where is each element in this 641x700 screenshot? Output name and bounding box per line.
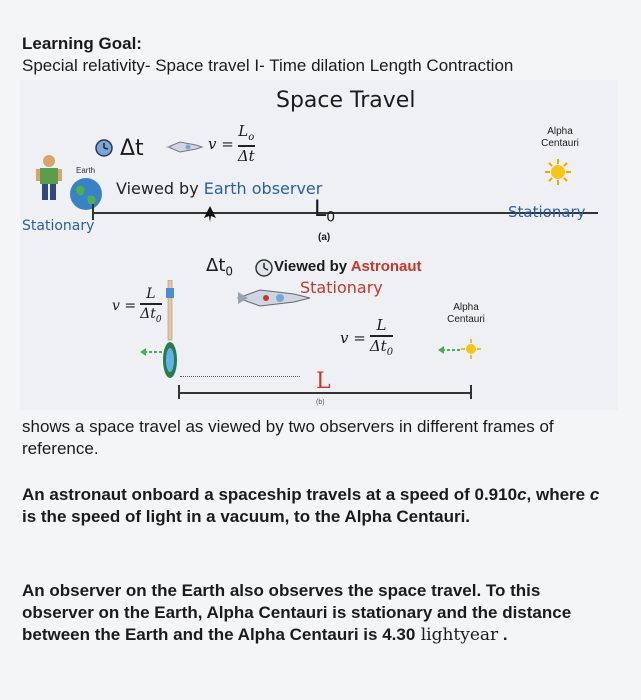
space-travel-figure — [20, 80, 618, 410]
paragraph-intro: shows a space travel as viewed by two observers in different frames of reference. — [22, 417, 554, 458]
delta-t0-label: $\Delta t_0$ — [206, 255, 234, 279]
tick-bottom-left — [178, 385, 180, 399]
caption-a: (a) — [318, 232, 331, 243]
person-icon — [34, 154, 64, 202]
caption-b: (b) — [316, 399, 325, 406]
velocity-equation-left: v = $\frac{L}{\Delta t_0}$ — [112, 286, 162, 325]
earth-small-label: Earth — [76, 166, 96, 175]
spaceship-icon-large — [234, 284, 314, 312]
paragraph-astronaut: An astronaut onboard a spaceship travels at a speed of 0.910c, where c is the speed of light in a vacuum, to the Alpha Centauri. — [22, 485, 600, 526]
arrow-icon-right — [438, 344, 460, 356]
stationary-label-astronaut: Stationary — [300, 278, 383, 297]
l-label: L — [316, 369, 331, 394]
paragraph-earth-observer: An observer on the Earth also observes the space travel. To this observer on the Earth, Alpha Centauri is stationary and the distance between the Earth and the Alpha Centauri is 4.30 lightyear . — [22, 581, 572, 645]
viewed-by-astronaut: Viewed by Astronaut — [274, 258, 422, 275]
dotted-line-bottom — [180, 376, 300, 377]
tick-bottom-right — [470, 385, 472, 399]
l0-label: $L_0$ — [314, 197, 336, 226]
arrow-icon-left — [140, 346, 162, 358]
velocity-equation-top: v = $\frac{L_o}{\Delta t}$ — [208, 122, 255, 165]
alpha-centauri-label-mid: Alpha Centauri — [447, 302, 485, 325]
stationary-label-left: Stationary — [22, 218, 95, 234]
clock-icon-astronaut — [254, 258, 274, 278]
clock-icon — [94, 138, 114, 158]
figure-title: Space Travel — [276, 88, 416, 113]
earth-icon — [68, 176, 104, 212]
cursor-arrow-icon — [200, 204, 220, 224]
learning-goal-label: Learning Goal: — [22, 34, 142, 53]
learning-goal-text: Special relativity- Space travel I- Time dilation Length Contraction — [22, 56, 514, 75]
sun-icon-small — [460, 338, 482, 360]
rocket-icon — [158, 280, 182, 384]
delta-t-label: Δt — [120, 136, 144, 161]
sun-icon — [544, 158, 572, 186]
stationary-label-right: Stationary — [508, 203, 586, 221]
velocity-equation-right: v = $\frac{L}{\Delta t_0}$ — [340, 316, 394, 358]
viewed-by-earth-observer: Viewed by Earth observer — [116, 179, 323, 198]
spaceship-icon — [166, 138, 204, 156]
alpha-centauri-label-top: Alpha Centauri — [541, 126, 579, 149]
